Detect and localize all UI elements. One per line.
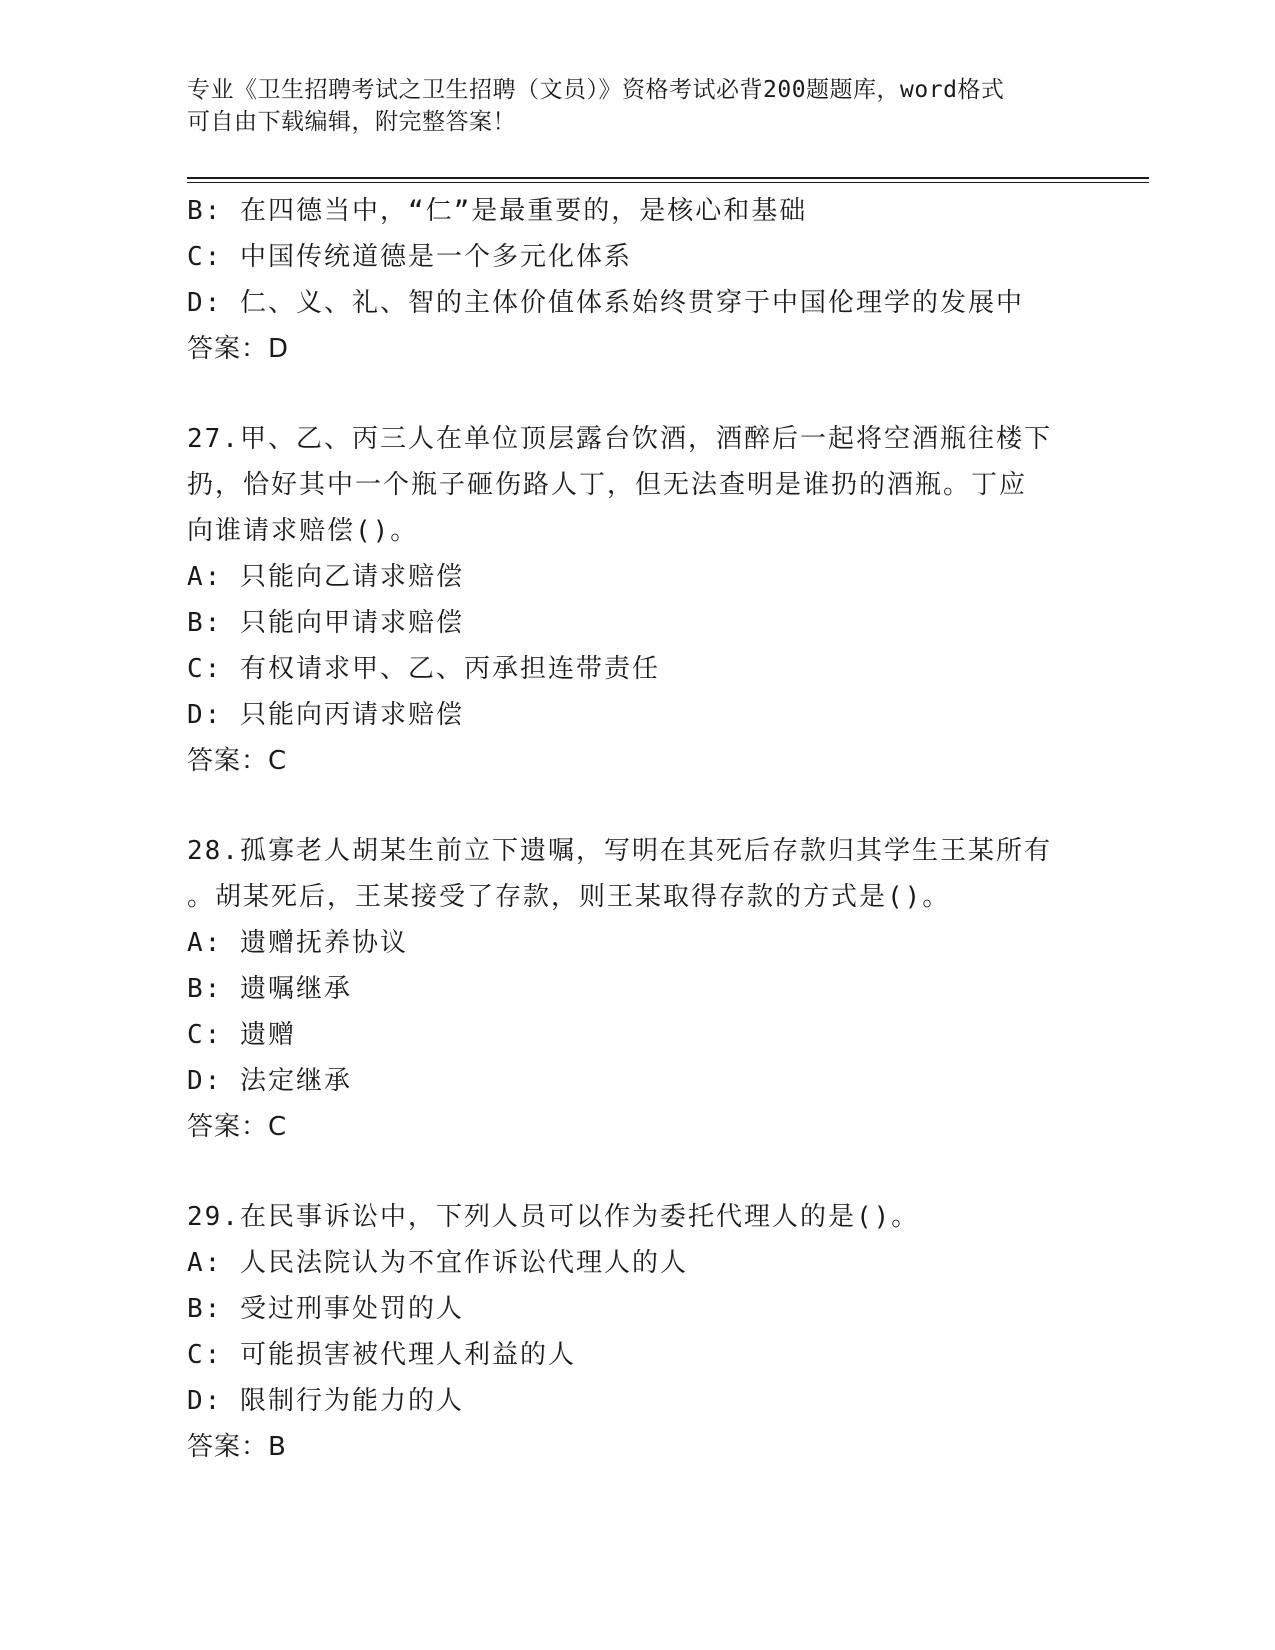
- option-d: D: 限制行为能力的人: [187, 1386, 464, 1416]
- option-a: A: 只能向乙请求赔偿: [187, 562, 464, 592]
- header-line-2: 可自由下载编辑，附完整答案！: [187, 109, 516, 135]
- option-b: B: 遗嘱继承: [187, 974, 352, 1004]
- option-b: B: 受过刑事处罚的人: [187, 1294, 464, 1324]
- header-divider-thin: [187, 182, 1149, 183]
- option-a: A: 遗赠抚养协议: [187, 928, 408, 958]
- option-d: D: 法定继承: [187, 1066, 352, 1096]
- option-c: C: 遗赠: [187, 1020, 296, 1050]
- answer: 答案：C: [187, 746, 288, 776]
- option-d: D: 仁、义、礼、智的主体价值体系始终贯穿于中国伦理学的发展中: [187, 288, 1024, 318]
- question-stem: 向谁请求赔偿()。: [187, 516, 419, 546]
- document-header: [187, 74, 1087, 138]
- question-stem: 28.孤寡老人胡某生前立下遗嘱，写明在其死后存款归其学生王某所有: [187, 836, 1052, 866]
- question-28: [187, 828, 1087, 1150]
- option-b: B: 在四德当中，“仁”是最重要的，是核心和基础: [187, 196, 808, 226]
- question-stem: 27.甲、乙、丙三人在单位顶层露台饮酒，酒醉后一起将空酒瓶往楼下: [187, 424, 1052, 454]
- question-stem: 扔，恰好其中一个瓶子砸伤路人丁，但无法查明是谁扔的酒瓶。丁应: [187, 470, 1028, 500]
- question-stem: 29.在民事诉讼中，下列人员可以作为委托代理人的是()。: [187, 1202, 920, 1232]
- option-c: C: 可能损害被代理人利益的人: [187, 1340, 576, 1370]
- answer: 答案：D: [187, 334, 290, 364]
- header-divider-thick: [187, 177, 1149, 179]
- question-stem: 。胡某死后，王某接受了存款，则王某取得存款的方式是()。: [187, 882, 951, 912]
- question-29: [187, 1194, 1087, 1470]
- option-a: A: 人民法院认为不宜作诉讼代理人的人: [187, 1248, 688, 1278]
- option-c: C: 有权请求甲、乙、丙承担连带责任: [187, 654, 660, 684]
- header-line-1: 专业《卫生招聘考试之卫生招聘（文员）》资格考试必背200题题库，word格式: [187, 77, 1005, 103]
- answer: 答案：B: [187, 1432, 287, 1462]
- answer: 答案：C: [187, 1112, 288, 1142]
- option-c: C: 中国传统道德是一个多元化体系: [187, 242, 632, 272]
- question-content: [187, 188, 1087, 1470]
- question-27: [187, 416, 1087, 784]
- option-d: D: 只能向丙请求赔偿: [187, 700, 464, 730]
- option-b: B: 只能向甲请求赔偿: [187, 608, 464, 638]
- question-26: [187, 188, 1087, 372]
